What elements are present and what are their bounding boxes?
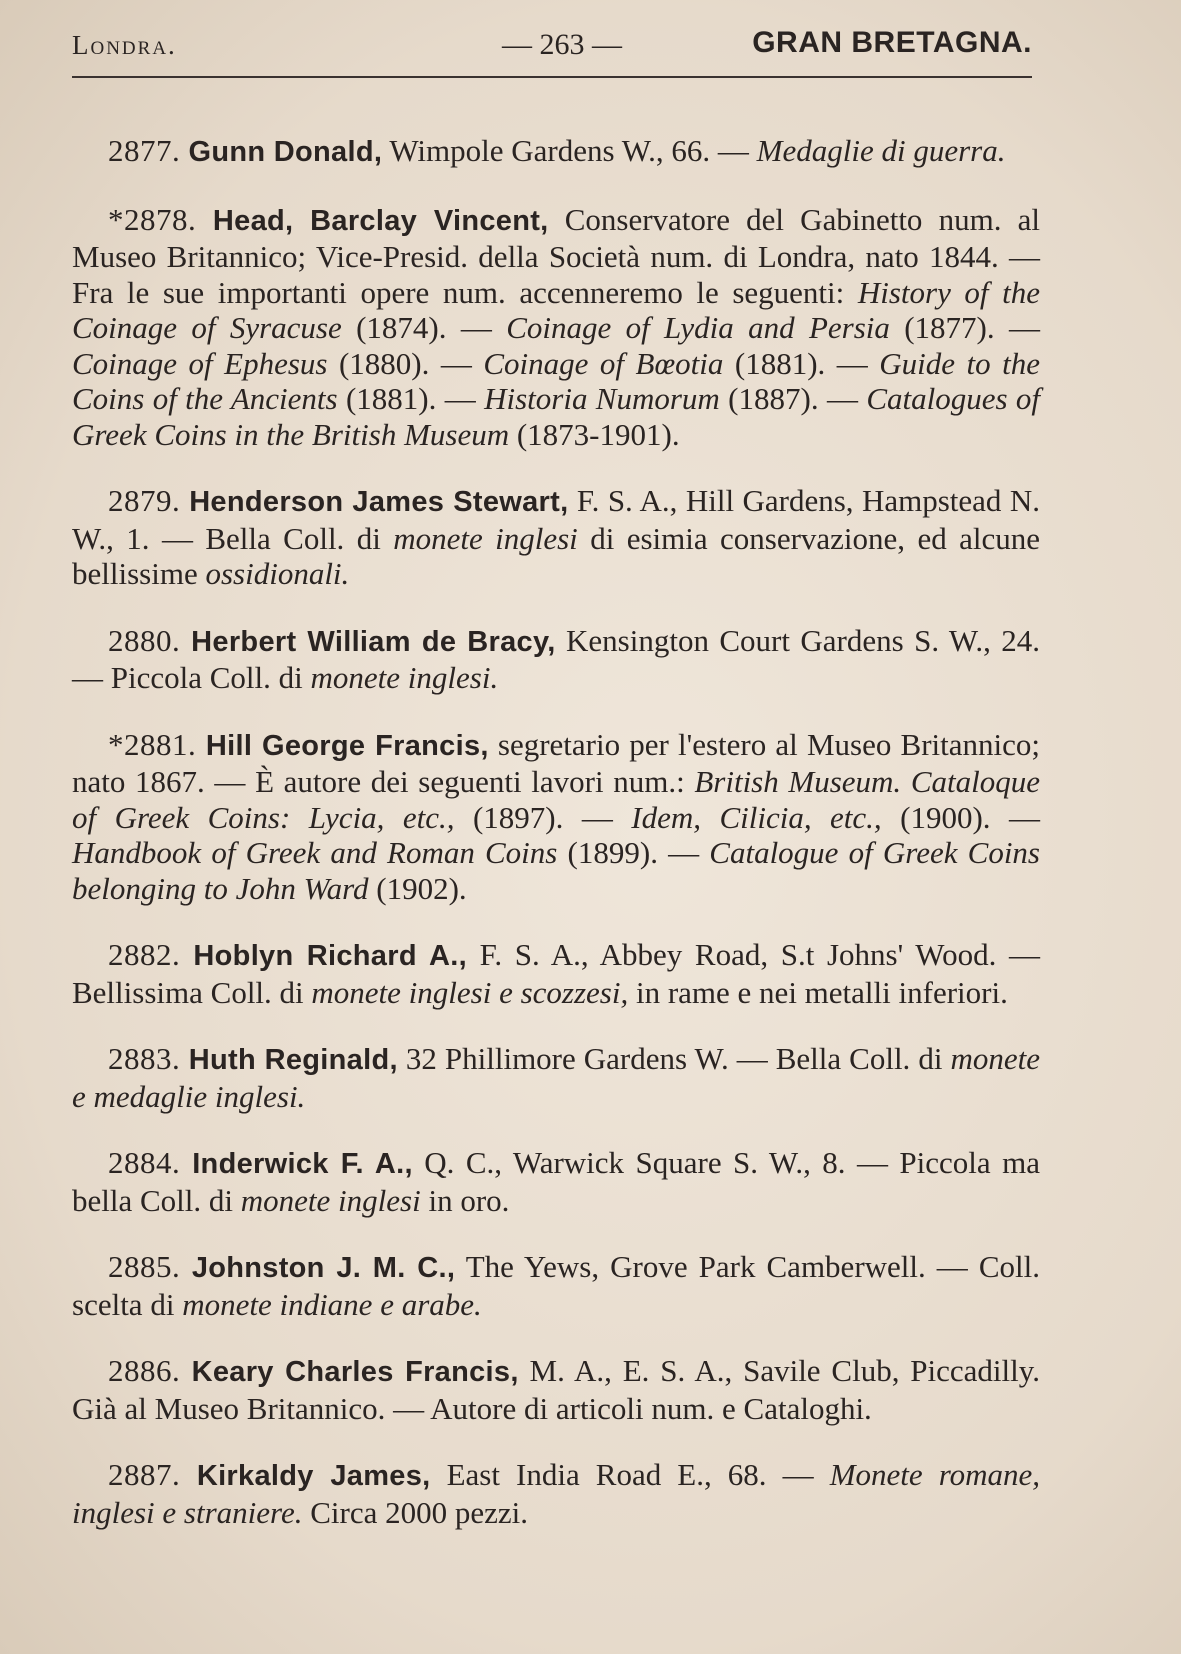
entry [72, 133, 1040, 171]
entry-italic-text: British Museum. Cataloque of Greek Coins: Lycia, etc., [72, 764, 1040, 835]
entry-italic-text: ossidionali. [205, 556, 350, 591]
entry-text: F. S. A., Hill Gardens, Hampstead N. W., 1. — Bella Coll. di [72, 483, 1040, 556]
entry-italic-text: monete inglesi. [310, 660, 499, 695]
entry-name: Herbert William de Bracy, [191, 625, 556, 658]
entry-name: Johnston J. M. C., [191, 1252, 456, 1284]
entry-text: (1902). [368, 870, 467, 906]
entry-text: (1881). — [337, 381, 485, 416]
entry-name: Head, Barclay Vincent, [212, 204, 549, 237]
entry-number: *2881. [108, 726, 206, 762]
entry-italic-text: monete indiane e arabe. [182, 1286, 482, 1322]
entry-name: Keary Charles Francis, [191, 1356, 519, 1388]
entry-italic-text: Catalogues of Greek Coins in the British Museum [72, 381, 1041, 452]
running-head [72, 24, 1032, 64]
header-rule [72, 76, 1032, 78]
entry [72, 1145, 1040, 1218]
entry-text: in rame e nei metalli inferiori. [628, 974, 1008, 1010]
entry-name: Henderson James Stewart, [189, 486, 569, 518]
entry-number: 2879. [108, 483, 190, 518]
entry-list [72, 102, 1040, 1543]
entry-italic-text: Monete romane, inglesi e straniere. [72, 1457, 1041, 1530]
entry-italic-text: Catalogue of Greek Coins belonging to John Ward [72, 835, 1040, 906]
entry-number: 2887. [108, 1457, 197, 1492]
entry-text: segretario per l'estero al Museo Britannico; nato 1867. — È autore dei seguenti lavori num.: [72, 726, 1040, 799]
entry [72, 1353, 1040, 1426]
page-number: — 263 — [502, 28, 622, 61]
entry-italic-text: Coinage of Bœotia [483, 345, 724, 381]
entry-italic-text: Coinage of Ephesus [72, 345, 328, 381]
entry-italic-text: Medaglie di guerra. [756, 133, 1006, 168]
entry [72, 483, 1040, 592]
entry-text: Circa 2000 pezzi. [302, 1494, 528, 1530]
entry-italic-text: monete e medaglie inglesi. [72, 1041, 1040, 1114]
entry-name: Huth Reginald, [188, 1044, 398, 1076]
entry-italic-text: Coinage of Lydia and Persia [506, 310, 890, 345]
entry-text: (1897). — [454, 799, 632, 835]
entry-italic-text: monete inglesi [240, 1182, 421, 1218]
entry-italic-text: History of the Coinage of Syracuse [72, 274, 1040, 345]
entry-italic-text: monete inglesi [393, 520, 578, 556]
entry-number: 2880. [108, 622, 192, 658]
entry-text: (1877). — [889, 310, 1040, 345]
entry [72, 1457, 1040, 1530]
entry [72, 727, 1040, 907]
entry-text: (1880). — [327, 345, 484, 381]
entry-text: di esimia conservazione, ed alcune bellissime [72, 520, 1040, 591]
header-city: Londra. [72, 30, 177, 60]
header-country: GRAN BRETAGNA. [752, 26, 1032, 59]
entry-italic-text: Historia Numorum [484, 381, 720, 416]
entry-text: (1874). — [341, 310, 507, 345]
entry-text: (1873-1901). [509, 416, 680, 452]
entry-text: (1900). — [881, 799, 1040, 835]
entry [72, 202, 1040, 453]
entry-italic-text: Handbook of Greek and Roman Coins [72, 835, 558, 870]
entry-number: 2884. [108, 1145, 193, 1180]
entry-name: Hoblyn Richard A., [193, 940, 467, 972]
entry-number: *2878. [108, 201, 213, 237]
entry-text: (1881). — [723, 345, 880, 381]
entry-text: in oro. [420, 1182, 510, 1218]
entry [72, 1249, 1040, 1322]
entry-text: Q. C., Warwick Square S. W., 8. — Piccola ma bella Coll. di [72, 1145, 1040, 1218]
entry-italic-text: Idem, Cilicia, etc., [631, 799, 882, 835]
entry-text: Conservatore del Gabinetto num. al Museo Britannico; Vice-Presid. della Società num. di Londra, nato 1844. — Fra le sue importanti opere num. accenneremo le seguenti: [72, 201, 1040, 310]
entry-text: Wimpole Gardens W., 66. — [382, 133, 757, 168]
entry-text: (1899). — [557, 835, 710, 870]
entry-number: 2886. [108, 1353, 192, 1388]
entry-name: Gunn Donald, [188, 136, 383, 168]
entry-number: 2883. [108, 1041, 189, 1076]
entry-name: Kirkaldy James, [196, 1460, 431, 1492]
entry [72, 623, 1040, 696]
entry-number: 2882. [108, 937, 194, 972]
entry [72, 1041, 1040, 1114]
entry-italic-text: Guide to the Coins of the Ancients [72, 345, 1040, 416]
entry-name: Inderwick F. A., [192, 1148, 413, 1180]
entry-italic-text: monete inglesi e scozzesi, [311, 974, 629, 1010]
entry-text: Kensington Court Gardens S. W., 24. — Piccola Coll. di [72, 622, 1041, 695]
entry-text: M. A., E. S. A., Savile Club, Piccadilly. Già al Museo Britannico. — Autore di articoli num. e Cataloghi. [72, 1353, 1040, 1426]
entry-name: Hill George Francis, [205, 729, 489, 762]
entry-text: The Yews, Grove Park Camberwell. — Coll. scelta di [72, 1249, 1041, 1322]
entry-number: 2885. [108, 1249, 192, 1284]
entry-number: 2877. [108, 133, 189, 168]
entry-text: East India Road E., 68. — [430, 1457, 830, 1492]
entry-text: (1887). — [719, 381, 867, 416]
entry-text: 32 Phillimore Gardens W. — Bella Coll. di [397, 1041, 951, 1076]
entry-text: F. S. A., Abbey Road, S.t Johns' Wood. — Bellissima Coll. di [72, 937, 1040, 1010]
entry [72, 937, 1040, 1010]
